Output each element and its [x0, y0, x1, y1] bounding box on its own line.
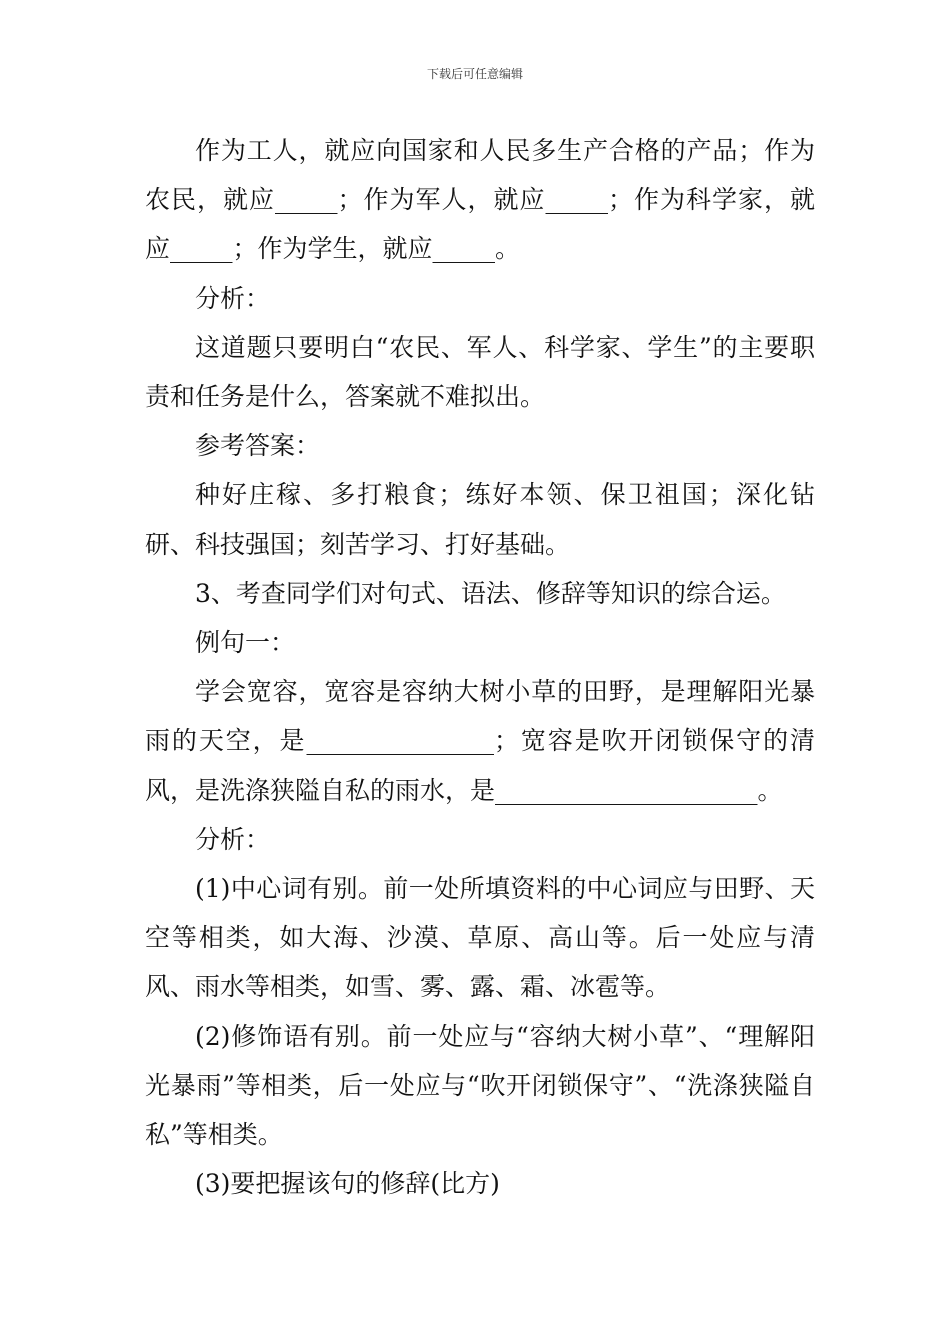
paragraph-section-3: 3、考查同学们对句式、语法、修辞等知识的综合运。: [195, 578, 786, 608]
paragraph-example-sentence: 学会宽容，宽容是容纳大树小草的田野，是理解阳光暴雨的天空，是_______________；宽容是吹开闭锁保守的清风，是洗涤狭隘自私的雨水，是_____________________。: [145, 677, 815, 805]
paragraph-analysis-label-2: 分析：: [195, 824, 271, 854]
paragraph-fill-in-question: 作为工人，就应向国家和人民多生产合格的产品；作为农民，就应_____；作为军人，就应_____；作为科学家，就应_____；作为学生，就应_____。: [145, 136, 815, 264]
paragraph-analysis-label: 分析：: [195, 283, 271, 313]
paragraph-analysis-text: 这道题只要明白“农民、军人、科学家、学生”的主要职责和任务是什么，答案就不难拟出。: [145, 332, 815, 412]
paragraph-example-label: 例句一：: [195, 628, 296, 658]
paragraph-reference-answer-label: 参考答案：: [195, 431, 321, 461]
paragraph-point-2: (2)修饰语有别。前一处应与“容纳大树小草”、“理解阳光暴雨”等相类，后一处应与“吹开闭锁保守”、“洗涤狭隘自私”等相类。: [145, 1021, 815, 1150]
paragraph-reference-answer: 种好庄稼、多打粮食；练好本领、保卫祖国；深化钻研、科技强国；刻苦学习、打好基础。: [145, 480, 815, 559]
page-header: 下载后可任意编辑: [426, 67, 523, 81]
paragraph-point-3: (3)要把握该句的修辞(比方): [195, 1169, 500, 1199]
paragraph-point-1: (1)中心词有别。前一处所填资料的中心词应与田野、天空等相类，如大海、沙漠、草原、高山等。后一处应与清风、雨水等相类，如雪、雾、露、霜、冰雹等。: [145, 874, 815, 1002]
document-body: [145, 126, 815, 1208]
